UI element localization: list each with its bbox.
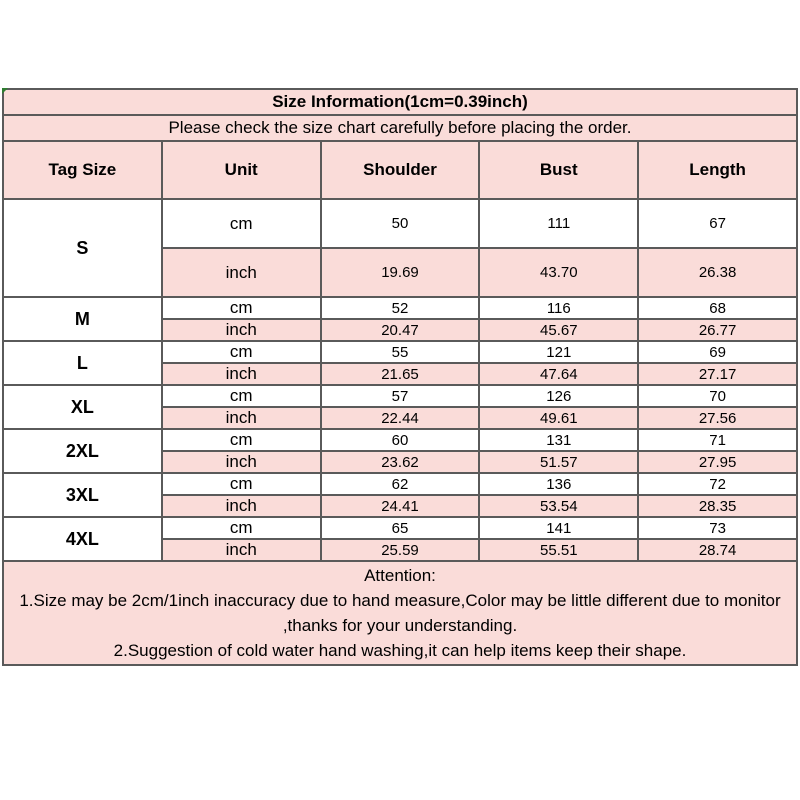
unit-cell: inch	[162, 539, 321, 561]
column-header-unit: Unit	[162, 141, 321, 199]
size-chart-sheet	[2, 88, 798, 666]
column-header-shoulder: Shoulder	[321, 141, 480, 199]
table-row-4xl-cm	[3, 517, 797, 539]
shoulder-value: 20.47	[321, 319, 480, 341]
unit-cell: cm	[162, 473, 321, 495]
length-value: 26.38	[638, 248, 797, 297]
size-chart-table	[2, 88, 798, 666]
attention-block	[3, 561, 797, 665]
shoulder-value: 24.41	[321, 495, 480, 517]
table-subtitle-row	[3, 115, 797, 141]
unit-cell: cm	[162, 297, 321, 319]
bust-value: 55.51	[479, 539, 638, 561]
attention-row	[3, 561, 797, 665]
length-value: 70	[638, 385, 797, 407]
shoulder-value: 60	[321, 429, 480, 451]
shoulder-value: 23.62	[321, 451, 480, 473]
bust-value: 45.67	[479, 319, 638, 341]
shoulder-value: 65	[321, 517, 480, 539]
length-value: 69	[638, 341, 797, 363]
attention-note-1: 1.Size may be 2cm/1inch inaccuracy due to hand measure,Color may be little different due to monitor	[19, 591, 781, 610]
column-header-row	[3, 141, 797, 199]
length-value: 26.77	[638, 319, 797, 341]
table-subtitle: Please check the size chart carefully before placing the order.	[3, 115, 797, 141]
table-row-3xl-cm	[3, 473, 797, 495]
unit-cell: cm	[162, 385, 321, 407]
size-tag: L	[3, 341, 162, 385]
unit-cell: cm	[162, 429, 321, 451]
table-row-s-cm	[3, 199, 797, 248]
bust-value: 126	[479, 385, 638, 407]
shoulder-value: 21.65	[321, 363, 480, 385]
unit-cell: cm	[162, 341, 321, 363]
shoulder-value: 22.44	[321, 407, 480, 429]
shoulder-value: 57	[321, 385, 480, 407]
column-header-tag-size: Tag Size	[3, 141, 162, 199]
unit-cell: inch	[162, 495, 321, 517]
attention-note-2: 2.Suggestion of cold water hand washing,it can help items keep their shape.	[113, 641, 687, 660]
bust-value: 141	[479, 517, 638, 539]
bust-value: 47.64	[479, 363, 638, 385]
unit-cell: inch	[162, 319, 321, 341]
green-corner-artifact	[2, 88, 8, 94]
bust-value: 116	[479, 297, 638, 319]
bust-value: 131	[479, 429, 638, 451]
length-value: 68	[638, 297, 797, 319]
shoulder-value: 19.69	[321, 248, 480, 297]
length-value: 28.74	[638, 539, 797, 561]
shoulder-value: 55	[321, 341, 480, 363]
length-value: 72	[638, 473, 797, 495]
unit-cell: cm	[162, 199, 321, 248]
length-value: 67	[638, 199, 797, 248]
unit-cell: inch	[162, 451, 321, 473]
bust-value: 49.61	[479, 407, 638, 429]
table-row-xl-cm	[3, 385, 797, 407]
unit-cell: inch	[162, 363, 321, 385]
size-tag: XL	[3, 385, 162, 429]
shoulder-value: 50	[321, 199, 480, 248]
size-tag: M	[3, 297, 162, 341]
length-value: 27.56	[638, 407, 797, 429]
length-value: 27.95	[638, 451, 797, 473]
table-title-row	[3, 89, 797, 115]
length-value: 73	[638, 517, 797, 539]
table-row-m-cm	[3, 297, 797, 319]
attention-heading: Attention:	[364, 566, 436, 585]
size-tag: 3XL	[3, 473, 162, 517]
unit-cell: cm	[162, 517, 321, 539]
bust-value: 53.54	[479, 495, 638, 517]
bust-value: 43.70	[479, 248, 638, 297]
shoulder-value: 52	[321, 297, 480, 319]
table-row-l-cm	[3, 341, 797, 363]
shoulder-value: 62	[321, 473, 480, 495]
table-title: Size Information(1cm=0.39inch)	[3, 89, 797, 115]
unit-cell: inch	[162, 407, 321, 429]
attention-note-1-cont: ,thanks for your understanding.	[282, 616, 518, 635]
length-value: 27.17	[638, 363, 797, 385]
shoulder-value: 25.59	[321, 539, 480, 561]
size-tag: S	[3, 199, 162, 297]
length-value: 71	[638, 429, 797, 451]
unit-cell: inch	[162, 248, 321, 297]
table-row-2xl-cm	[3, 429, 797, 451]
bust-value: 121	[479, 341, 638, 363]
column-header-length: Length	[638, 141, 797, 199]
bust-value: 136	[479, 473, 638, 495]
size-tag: 4XL	[3, 517, 162, 561]
column-header-bust: Bust	[479, 141, 638, 199]
size-tag: 2XL	[3, 429, 162, 473]
bust-value: 111	[479, 199, 638, 248]
bust-value: 51.57	[479, 451, 638, 473]
length-value: 28.35	[638, 495, 797, 517]
